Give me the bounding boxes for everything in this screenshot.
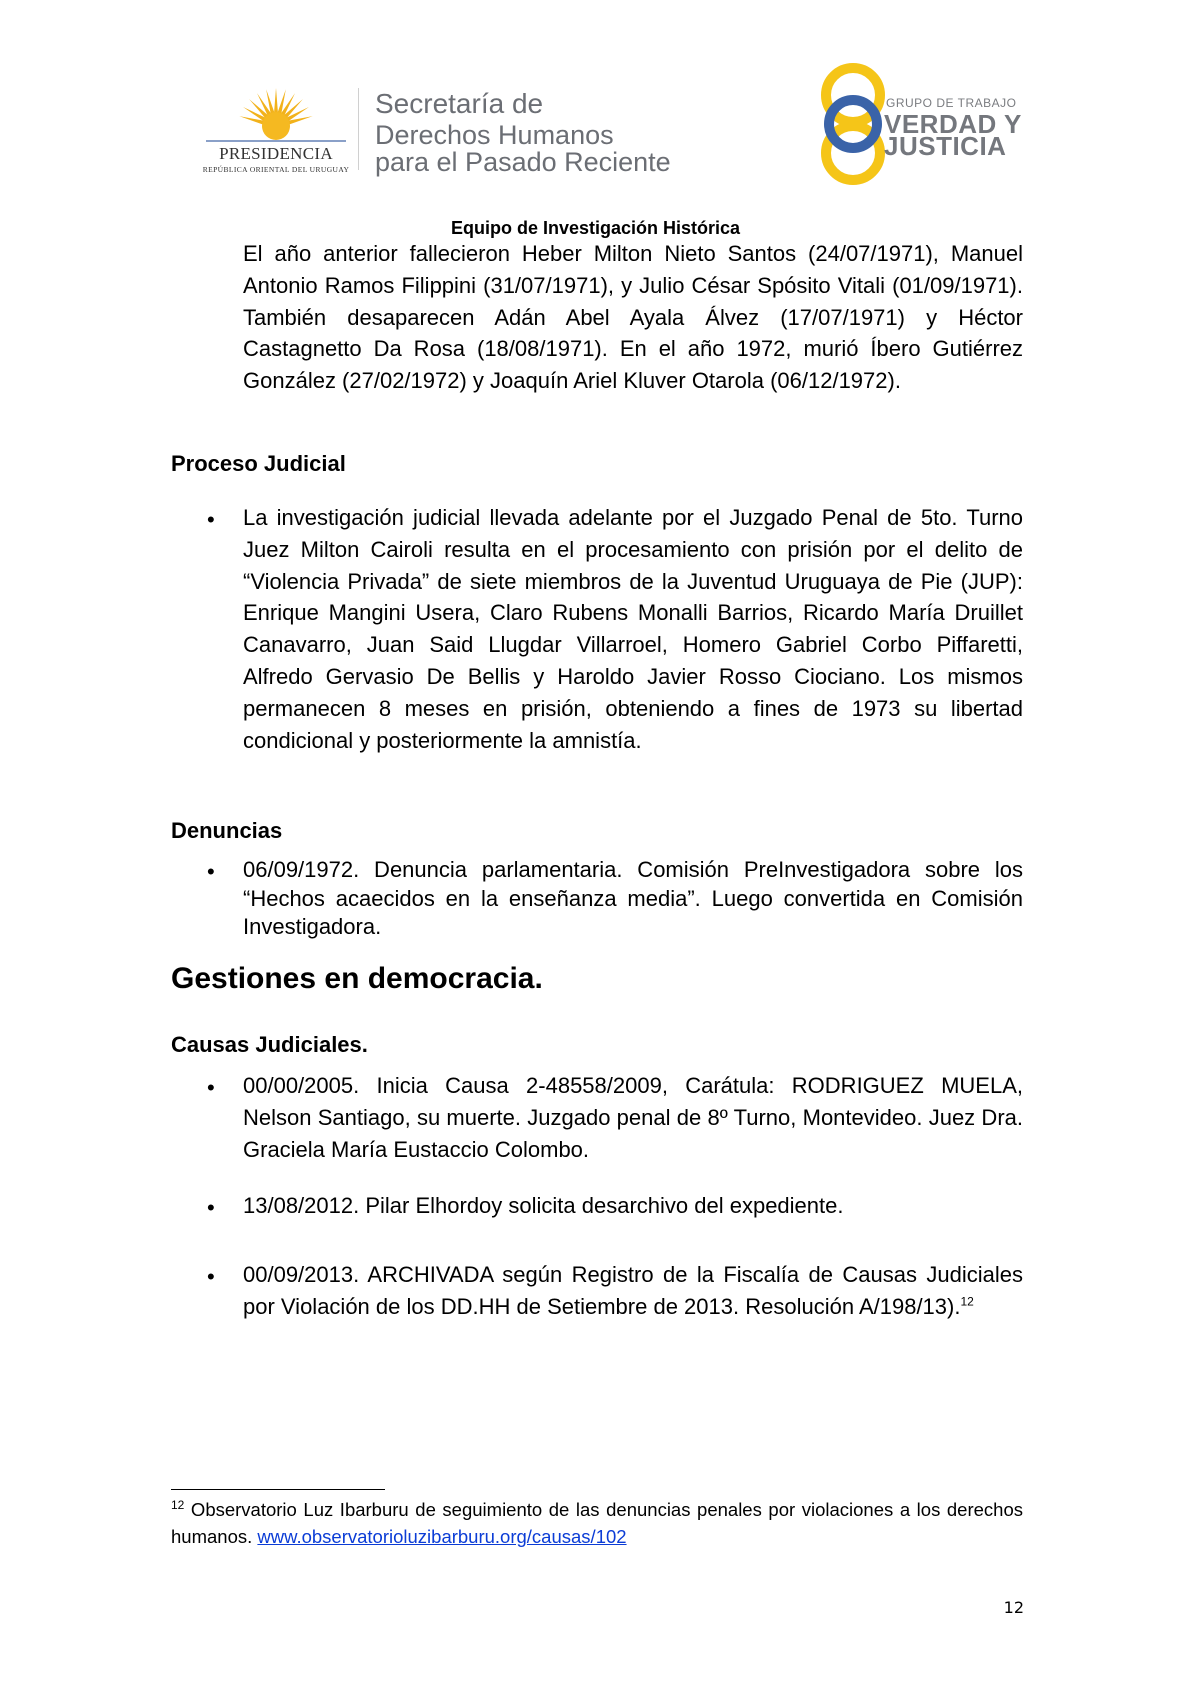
footnote — [171, 1496, 1023, 1550]
secretaria-title: Secretaría de — [375, 88, 544, 119]
proceso-judicial-item: La investigación judicial llevada adelante por el Juzgado Penal de 5to. Turno Juez Milton Cairoli resulta en el procesamiento con prisión por el delito de “Violencia Privada” de siete miembros de la Juventud Uruguaya de Pie (JUP): Enrique Mangini Usera, Claro Rubens Monalli Barrios, Ricardo María Druillet Canavarro, Juan Said Llugdar Villarroel, Homero Gabriel Corbo Piffaretti, Alfredo Gervasio De Bellis y Haroldo Javier Rosso Ciociano. Los mismos permanecen 8 meses en prisión, obteniendo a fines de 1973 su libertad condicional y posteriormente la amnistía. — [243, 505, 1023, 753]
page-number: 12 — [1003, 1598, 1024, 1617]
causas-item-2: 13/08/2012. Pilar Elhordoy solicita desarchivo del expediente. — [243, 1193, 844, 1218]
denuncias-item: 06/09/1972. Denuncia parlamentaria. Comisión PreInvestigadora sobre los “Hechos acaecidos en la enseñanza media”. Luego convertida en Comisión Investigadora. — [243, 857, 1023, 939]
causas-item-1: 00/00/2005. Inicia Causa 2-48558/2009, Carátula: RODRIGUEZ MUELA, Nelson Santiago, su muerte. Juzgado penal de 8º Turno, Montevideo. Juez Dra. Graciela María Eustaccio Colombo. — [243, 1073, 1023, 1162]
gestiones-heading: Gestiones en democracia. — [171, 962, 543, 995]
page-header — [0, 0, 1191, 238]
secretaria-subtitle-2: para el Pasado Reciente — [375, 147, 671, 177]
bullet-marker: • — [207, 1195, 215, 1220]
footnote-number: 12 — [171, 1497, 185, 1512]
footnote-separator — [171, 1489, 385, 1490]
footnote-link[interactable]: www.observatorioluzibarburu.org/causas/102 — [257, 1526, 627, 1547]
footnote-reference[interactable]: 12 — [960, 1294, 974, 1309]
causas-item-3-text: 00/09/2013. ARCHIVADA según Registro de la Fiscalía de Causas Judiciales por Violación de los DD.HH de Setiembre de 2013. Resolución A/198/13). — [243, 1262, 1023, 1319]
grupo-trabajo-label: GRUPO DE TRABAJO — [886, 96, 1017, 110]
logo-divider — [358, 88, 359, 170]
causas-judiciales-heading: Causas Judiciales. — [171, 1032, 368, 1057]
bullet-marker: • — [207, 1075, 215, 1100]
intro-paragraph: El año anterior fallecieron Heber Milton Nieto Santos (24/07/1971), Manuel Antonio Ramos Filippini (31/07/1971), y Julio César Spósito Vitali (01/09/1971). También desaparecen Adán Abel Ayala Álvez (17/07/1971) y Héctor Castagnetto Da Rosa (18/08/1971). En el año 1972, murió Íbero Gutiérrez González (27/02/1972) y Joaquín Ariel Kluver Otarola (06/12/1972). — [243, 241, 1023, 394]
bullet-marker: • — [207, 859, 215, 884]
proceso-judicial-heading: Proceso Judicial — [171, 451, 346, 476]
bullet-marker: • — [207, 507, 215, 532]
footnote-text: Observatorio Luz Ibarburu de seguimiento de las denuncias penales por violaciones a los derechos humanos. — [171, 1499, 1023, 1547]
equipo-title: Equipo de Investigación Histórica — [450, 218, 741, 238]
bullet-marker: • — [207, 1264, 215, 1289]
verdad-label: VERDAD Y — [884, 109, 1022, 139]
secretaria-subtitle-1: Derechos Humanos — [375, 120, 614, 150]
denuncias-heading: Denuncias — [171, 818, 283, 843]
justicia-label: JUSTICIA — [884, 131, 1007, 161]
presidencia-label: PRESIDENCIA — [219, 144, 333, 163]
causas-item-3 — [243, 1259, 1023, 1323]
republica-label: REPÚBLICA ORIENTAL DEL URUGUAY — [202, 165, 350, 174]
